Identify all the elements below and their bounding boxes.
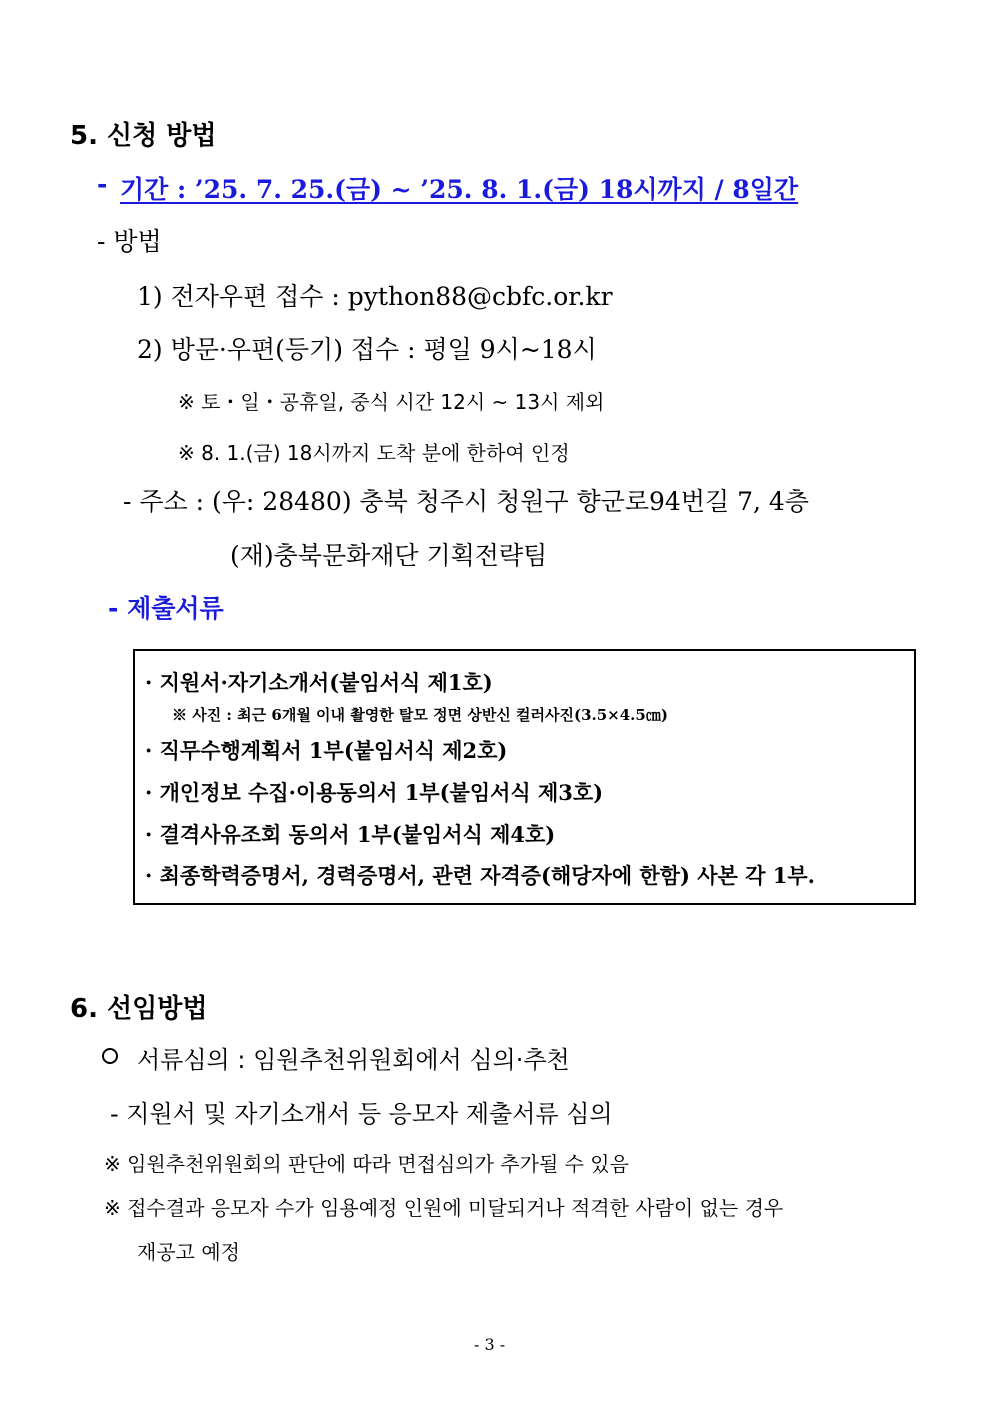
section-6-heading: 6. 선임방법	[70, 994, 208, 1024]
application-period: 기간 : ’25. 7. 25.(금) ~ ’25. 8. 1.(금) 18시까지 / 8일간	[120, 175, 799, 204]
method-email: 1) 전자우편 접수 : python88@cbfc.or.kr	[137, 282, 613, 311]
document-item: · 개인정보 수집·이용동의서 1부(붙임서식 제3호)	[145, 780, 604, 805]
document-item: · 결격사유조회 동의서 1부(붙임서식 제4호)	[145, 822, 556, 847]
circle-bullet-icon	[102, 1048, 118, 1064]
note-holidays: ※ 토・일・공휴일, 중식 시간 12시 ~ 13시 제외	[178, 390, 605, 414]
method-visit-mail: 2) 방문·우편(등기) 접수 : 평일 9시~18시	[137, 335, 597, 364]
review-line: 서류심의 : 임원추천위원회에서 심의·추천	[137, 1046, 570, 1074]
documents-label: - 제출서류	[108, 594, 224, 623]
note-readvertise-line-1: ※ 접수결과 응모자 수가 임용예정 인원에 미달되거나 적격한 사람이 없는 경우	[104, 1196, 784, 1220]
note-deadline: ※ 8. 1.(금) 18시까지 도착 분에 한하여 인정	[178, 441, 570, 465]
document-item: · 직무수행계획서 1부(붙임서식 제2호)	[145, 738, 508, 763]
page-number: - 3 -	[474, 1335, 506, 1354]
address-line-1: - 주소 : (우: 28480) 충북 청주시 청원구 향군로94번길 7, 4층	[123, 487, 809, 516]
note-interview: ※ 임원추천위원회의 판단에 따라 면접심의가 추가될 수 있음	[104, 1152, 629, 1176]
section-5-heading: 5. 신청 방법	[70, 121, 217, 151]
period-dash: -	[97, 170, 108, 199]
note-readvertise-line-2: 재공고 예정	[137, 1240, 240, 1264]
address-line-2: (재)충북문화재단 기획전략팀	[230, 541, 548, 570]
review-detail: - 지원서 및 자기소개서 등 응모자 제출서류 심의	[110, 1100, 613, 1128]
document-photo-note: ※ 사진 : 최근 6개월 이내 촬영한 탈모 정면 상반신 컬러사진(3.5×4.5㎝)	[172, 706, 668, 724]
method-label: - 방법	[97, 227, 162, 256]
document-item: · 지원서·자기소개서(붙임서식 제1호)	[145, 670, 493, 695]
document-item: · 최종학력증명서, 경력증명서, 관련 자격증(해당자에 한함) 사본 각 1부.	[145, 863, 815, 888]
